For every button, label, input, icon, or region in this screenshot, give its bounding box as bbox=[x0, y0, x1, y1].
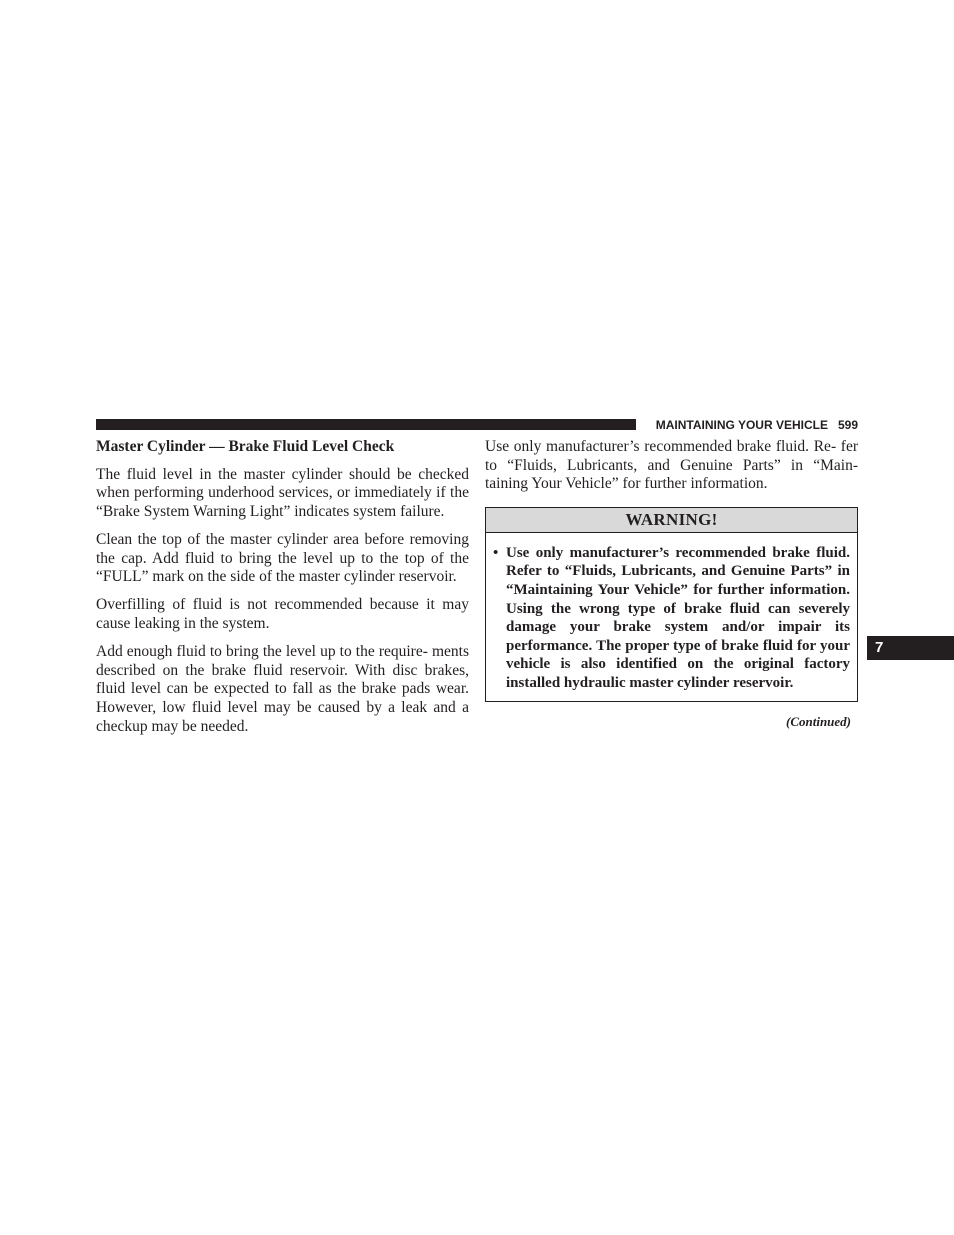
chapter-number: 7 bbox=[875, 639, 884, 656]
paragraph: Clean the top of the master cylinder area before removing the cap. Add fluid to bring the level up to the top of the “FULL” mark on the side of the master cylinder reservoir. bbox=[96, 530, 469, 586]
left-column bbox=[96, 438, 469, 746]
paragraph: Add enough fluid to bring the level up to the require- ments described on the brake fluid reservoir. With disc brakes, fluid level can be expected to fall as the brake pads wear. However, low fluid level may be caused by a leak and a checkup may be needed. bbox=[96, 643, 469, 735]
paragraph: Overfilling of fluid is not recommended because it may cause leaking in the system. bbox=[96, 596, 469, 632]
warning-title: WARNING! bbox=[486, 508, 857, 533]
chapter-tab bbox=[867, 636, 954, 660]
section-heading: Master Cylinder — Brake Fluid Level Check bbox=[96, 438, 395, 455]
warning-item bbox=[486, 533, 857, 701]
page-number: 599 bbox=[837, 418, 858, 432]
running-header bbox=[640, 417, 858, 433]
warning-text: Use only manufacturer’s recommended brake fluid. Refer to “Fluids, Lubricants, and Genuine Parts” in “Maintaining Your Vehicle” for further information. Using the wrong type of brake fluid can severely damage your brake system and/or impair its performance. The proper type of brake fluid for your vehicle is also identified on the original factory installed hydraulic master cylinder reservoir. bbox=[506, 544, 850, 691]
warning-box bbox=[485, 507, 858, 702]
paragraph: The fluid level in the master cylinder should be checked when performing underhood services, or immediately if the “Brake System Warning Light” indicates system failure. bbox=[96, 465, 469, 520]
bullet-icon: • bbox=[493, 544, 499, 561]
right-column bbox=[485, 438, 858, 731]
paragraph: Use only manufacturer’s recommended brake fluid. Re- fer to “Fluids, Lubricants, and Genuine Parts” in “Main- taining Your Vehicle” for further information. bbox=[485, 438, 858, 493]
section-title: MAINTAINING YOUR VEHICLE bbox=[655, 418, 828, 432]
header-rule bbox=[96, 419, 636, 430]
continued-label: (Continued) bbox=[785, 713, 851, 729]
